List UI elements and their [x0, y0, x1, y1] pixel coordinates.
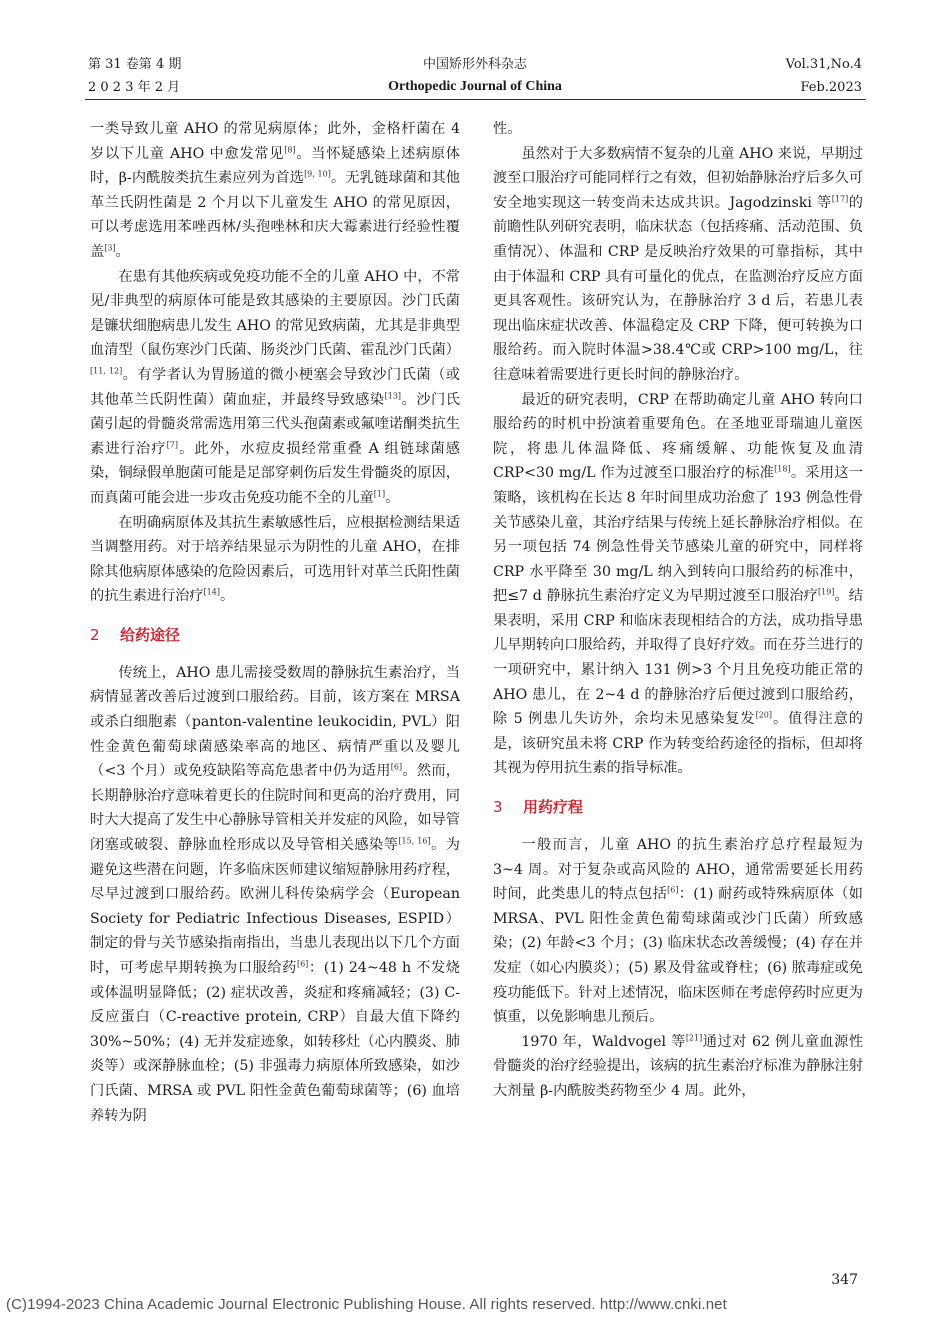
citation: [9, 10] [304, 169, 331, 179]
citation: [7] [166, 439, 178, 449]
citation: [15, 16] [398, 836, 431, 846]
header-date: 2 0 2 3 年 2 月 [88, 80, 181, 95]
page-number: 347 [831, 1272, 858, 1288]
citation: [11, 12] [90, 366, 123, 376]
copyright-footer: (C)1994-2023 China Academic Journal Electronic Publishing House. All rights reserved. http://www.cnki.net [6, 1296, 727, 1313]
paragraph: 传统上，AHO 患儿需接受数周的静脉抗生素治疗，当病情显著改善后过渡到口服给药。目前，该方案在 MRSA 或杀白细胞素（panton-valentine leukocidin, PVL）阳性金黄色葡萄球菌感染率高的地区、病情严重以及婴儿（<3 个月）或免疫缺陷等高危患者中仍为适用[6]。然而，长期静脉治疗意味着更长的住院时间和更高的治疗费用，同时大大提高了发生中心静脉导管相关并发症的风险，如导管闭塞或破裂、静脉血栓形成以及导管相关感染等[15, 16]。为避免这些潜在问题，许多临床医师建议缩短静脉用药疗程，尽早过渡到口服给药。欧洲儿科传染病学会（European Society for Pediatric Infectious Diseases, ESPID）制定的骨与关节感染指南指出，当患儿表现出以下几个方面时，可考虑早期转换为口服给药[6]：(1) 24~48 h 不发烧或体温明显降低；(2) 症状改善，炎症和疼痛减轻；(3) C-反应蛋白（C-reactive protein, CRP）自最大值下降约 30%~50%；(4) 无并发症迹象，如转移灶（心内膜炎、肺炎等）或深静脉血栓；(5) 非强毒力病原体所致感染，如沙门氏菌、MRSA 或 PVL 阳性金黄色葡萄球菌等；(6) 血培养转为阴 [90, 664, 460, 1124]
paragraph: 性。 [493, 121, 522, 137]
citation: [6] [667, 885, 679, 895]
citation: [8] [284, 144, 296, 154]
header-vol-en: Vol.31,No.4 [785, 57, 862, 72]
citation: [6] [390, 762, 403, 772]
header-date-en: Feb.2023 [800, 80, 862, 95]
paragraph: 虽然对于大多数病情不复杂的儿童 AHO 来说，早期过渡至口服治疗可能同样行之有效，但初始静脉治疗后多久可安全地实现这一转变尚未达成共识。Jagodzinski 等[17]的前瞻性队列研究表明，临床状态（包括疼痛、活动范围、负重情况）、体温和 CRP 是反映治疗效果的可靠指标，其中由于体温和 CRP 具有可量化的优点，在监测治疗反应方面更具客观性。该研究认为，在静脉治疗 3 d 后，若患儿表现出临床症状改善、体温稳定及 CRP 下降，便可转换为口服给药。而入院时体温>38.4℃或 CRP>100 mg/L，往往意味着需要进行更长时间的静脉治疗。 [493, 145, 863, 383]
header-volume-issue: 第 31 卷第 4 期 [88, 57, 182, 72]
citation: [19] [817, 587, 835, 597]
citation: [18] [774, 464, 791, 474]
header-journal-en: Orthopedic Journal of China [388, 79, 562, 94]
citation: [17] [831, 194, 849, 204]
right-column [493, 117, 863, 1104]
header-rule [85, 99, 866, 100]
citation: [14] [203, 587, 220, 597]
citation: [13] [384, 390, 402, 400]
citation: [3] [104, 243, 116, 253]
section-heading-2: 2 给药途径 [90, 625, 181, 644]
paragraph: 一般而言，儿童 AHO 的抗生素治疗总疗程最短为 3~4 周。对于复杂或高风险的 AHO，通常需要延长用药时间，此类患儿的特点包括[6]：(1) 耐药或特殊病原体（如 MRSA、PVL 阳性金黄色葡萄球菌或沙门氏菌）所致感染；(2) 年龄<3 个月；(3) 临床状态改善缓慢；(4) 存在并发症（如心内膜炎）；(5) 累及骨盆或脊柱；(6) 脓毒症或免疫功能低下。针对上述情况，临床医师在考虑停药时应更为慎重，以免影响患儿预后。 [493, 837, 863, 1026]
paragraph: 在患有其他疾病或免疫功能不全的儿童 AHO 中，不常见/非典型的病原体可能是致其感染的主要原因。沙门氏菌是镰状细胞病患儿发生 AHO 的常见致病菌，尤其是非典型血清型（鼠伤寒沙门氏菌、肠炎沙门氏菌、霍乱沙门氏菌）[11, 12]。有学者认为胃肠道的微小梗塞会导致沙门氏菌（或其他革兰氏阴性菌）菌血症，并最终导致感染[13]。沙门氏菌引起的骨髓炎常需选用第三代头孢菌素或氟喹诺酮类抗生素进行治疗[7]。此外，水痘皮损经常重叠 A 组链球菌感染，铜绿假单胞菌可能是足部穿刺伤后发生骨髓炎的原因，而真菌可能会进一步攻击免疫功能不全的儿童[1]。 [90, 268, 460, 506]
left-column [90, 117, 460, 1128]
paragraph: 1970 年，Waldvogel 等[21]通过对 62 例儿童血源性骨髓炎的治疗经验提出，该病的抗生素治疗标准为静脉注射大剂量 β-内酰胺类药物至少 4 周。此外， [493, 1033, 864, 1099]
citation: [6] [296, 959, 309, 969]
paragraph: 最近的研究表明，CRP 在帮助确定儿童 AHO 转向口服给药的时机中扮演着重要角色。在圣地亚哥瑞迪儿童医院，将患儿体温降低、疼痛缓解、功能恢复及血清 CRP<30 mg/L 作为过渡至口服治疗的标准[18]。采用这一策略，该机构在长达 8 年时间里成功治愈了 193 例急性骨关节感染儿童，其治疗结果与传统上延长静脉治疗相似。在另一项包括 74 例急性骨关节感染儿童的研究中，同样将 CRP 水平降至 30 mg/L 纳入到转向口服给药的标准中，把≤7 d 静脉抗生素治疗定义为早期过渡至口服治疗[19]。结果表明，采用 CRP 和临床表现相结合的方法，成功指导患儿早期转向口服给药，并取得了良好疗效。而在芬兰进行的一项研究中，累计纳入 131 例>3 个月且免疫功能正常的 AHO 患儿，在 2~4 d 的静脉治疗后便过渡到口服给药，除 5 例患儿失访外，余均未见感染复发[20]。值得注意的是，该研究虽未将 CRP 作为转变给药途径的指标，但却将其视为停用抗生素的指导标准。 [493, 391, 863, 777]
paragraph: 在明确病原体及其抗生素敏感性后，应根据检测结果适当调整用药。对于培养结果显示为阴性的儿童 AHO，在排除其他病原体感染的危险因素后，可选用针对革兰氏阳性菌的抗生素进行治疗[14]。 [90, 514, 460, 605]
citation: [21] [685, 1033, 703, 1043]
paragraph: 一类导致儿童 AHO 的常见病原体；此外，金格杆菌在 4 岁以下儿童 AHO 中愈发常见[8]。当怀疑感染上述病原体时，β-内酰胺类抗生素应列为首选[9, 10]。无乳链球菌和其他革兰氏阴性菌是 2 个月以下儿童发生 AHO 的常见原因，可以考虑选用苯唑西林/头孢唑林和庆大霉素进行经验性覆盖[3]。 [90, 121, 460, 260]
header-journal-cn: 中国矫形外科杂志 [422, 57, 527, 72]
section-heading-3: 3 用药疗程 [493, 798, 584, 817]
citation: [20] [755, 710, 773, 720]
citation: [1] [373, 489, 386, 499]
